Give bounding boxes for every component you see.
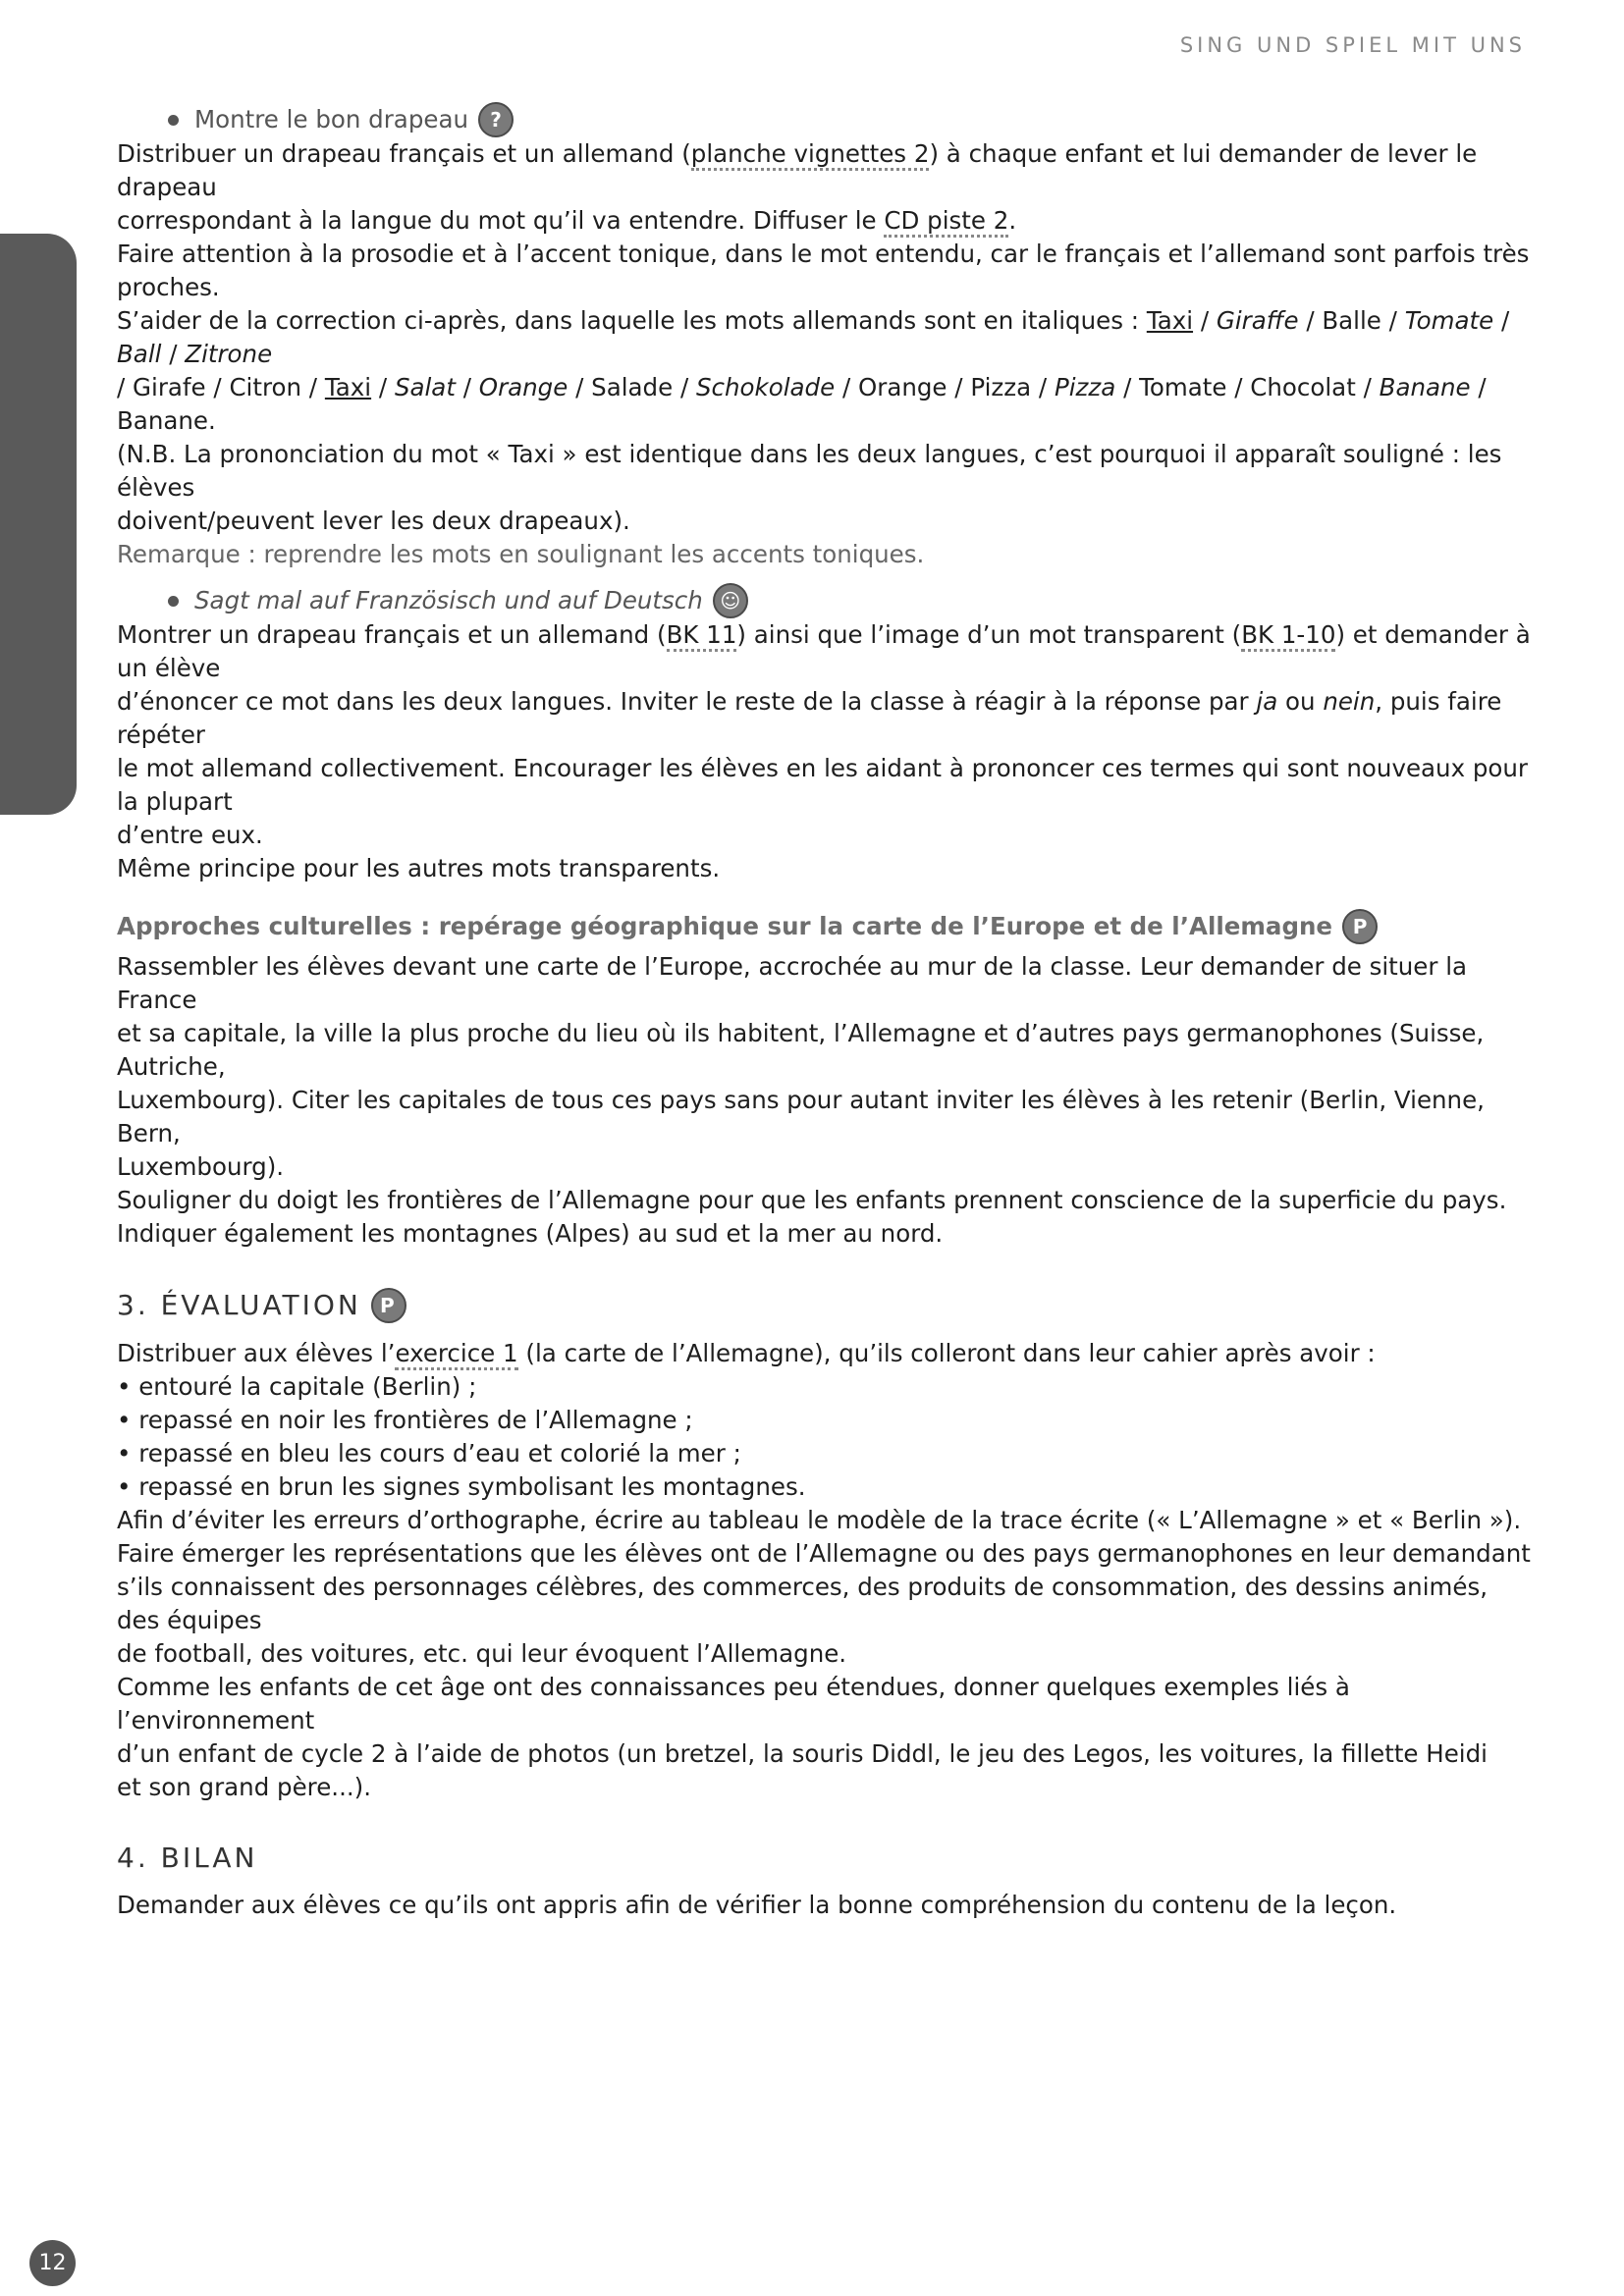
block1-p2: Faire attention à la prosodie et à l’accent tonique, dans le mot entendu, car le français et l’allemand sont parfois très proches. — [117, 240, 1530, 301]
section3-p1 — [117, 1337, 1531, 1370]
text: . — [1008, 206, 1017, 235]
block1-p1-cont — [117, 204, 1531, 238]
page-content — [117, 106, 1531, 1922]
section4-title — [117, 1842, 1531, 1875]
running-header: SING UND SPIEL MIT UNS — [1179, 33, 1526, 57]
block3-heading — [117, 909, 1531, 944]
text: Distribuer aux élèves l’ — [117, 1339, 396, 1367]
word: / — [161, 340, 186, 368]
word-de: Pizza — [1054, 373, 1116, 401]
word: / — [1493, 306, 1510, 335]
block3-line: et sa capitale, la ville la plus proche du lieu où ils habitent, l’Allemagne et d’autres pays germanophones (Suisse, Autriche, — [117, 1019, 1485, 1081]
list-item: • repassé en bleu les cours d’eau et colorié la mer ; — [117, 1439, 741, 1468]
text: S’aider de la correction ci-après, dans laquelle les mots allemands sont en italiques : — [117, 306, 1147, 335]
text: Montrer un drapeau français et un allemand ( — [117, 620, 667, 649]
block2-p1 — [117, 618, 1531, 685]
text: ) et demander à un élève — [117, 620, 1531, 682]
speech-icon: ☺ — [713, 583, 748, 618]
text: , puis faire répéter — [117, 687, 1502, 749]
text: correspondant à la langue du mot qu’il va entendre. Diffuser le — [117, 206, 885, 235]
word: / Girafe / Citron / — [117, 373, 325, 401]
word: Taxi — [324, 373, 372, 401]
block2-heading-text: Sagt mal auf Französisch und auf Deutsch — [194, 586, 703, 614]
text: (la carte de l’Allemagne), qu’ils colleront dans leur cahier après avoir : — [517, 1339, 1376, 1367]
block1-heading-text: Montre le bon drapeau — [194, 105, 468, 133]
text: ) à chaque enfant et lui demander de lever le drapeau — [117, 139, 1478, 201]
section3-title-text: 3. ÉVALUATION — [117, 1289, 361, 1321]
ref-exercice: exercice 1 — [395, 1339, 517, 1370]
section3-line: s’ils connaissent des personnages célèbres, des commerces, des produits de consommation, des dessins animés, des équipes — [117, 1573, 1488, 1634]
block1-p4: (N.B. La prononciation du mot « Taxi » est identique dans les deux langues, c’est pourquoi il apparaît souligné : les élèves — [117, 440, 1502, 502]
block2-p3: le mot allemand collectivement. Encourager les élèves en les aidant à prononcer ces termes qui sont nouveaux pour la plupart — [117, 754, 1528, 816]
ref-bk11: BK 11 — [667, 620, 737, 652]
block1-p3 — [117, 304, 1531, 371]
question-icon: ? — [478, 102, 514, 137]
block2-p4: Même principe pour les autres mots transparents. — [117, 854, 721, 882]
word-de: Giraffe — [1216, 306, 1299, 335]
word-de: Banane — [1379, 373, 1471, 401]
block2-p2 — [117, 685, 1531, 752]
word-de: Zitrone — [185, 340, 273, 368]
ref-bk1-10: BK 1-10 — [1241, 620, 1335, 652]
block3-line: Indiquer également les montagnes (Alpes) au sud et la mer au nord. — [117, 1219, 944, 1248]
section3-line: et son grand père...). — [117, 1773, 371, 1801]
p-icon: P — [1342, 909, 1378, 944]
text: d’énoncer ce mot dans les deux langues. Inviter le reste de la classe à réagir à la réponse par — [117, 687, 1257, 716]
word: / Salade / — [568, 373, 696, 401]
section3-line: Faire émerger les représentations que les élèves ont de l’Allemagne ou des pays germanophones en leur demandant — [117, 1539, 1531, 1568]
block2-p3b: d’entre eux. — [117, 821, 263, 849]
word: / Balle / — [1298, 306, 1405, 335]
word: Taxi — [1146, 306, 1194, 335]
word-ja: ja — [1256, 687, 1278, 716]
block1-heading — [117, 102, 1531, 137]
section4-p1: Demander aux élèves ce qu’ils ont appris afin de vérifier la bonne compréhension du contenu de la leçon. — [117, 1891, 1397, 1919]
block1-p3-line2 — [117, 371, 1531, 438]
word: / — [1193, 306, 1217, 335]
section3-line: Afin d’éviter les erreurs d’orthographe, écrire au tableau le modèle de la trace écrite (« L’Allemagne » et « Berlin »). — [117, 1506, 1522, 1534]
block3-line: Luxembourg). — [117, 1152, 285, 1181]
block1-p1 — [117, 137, 1531, 204]
list-item: • repassé en brun les signes symbolisant les montagnes. — [117, 1472, 806, 1501]
bullet-dot — [168, 115, 179, 126]
block3-line: Rassembler les élèves devant une carte de l’Europe, accrochée au mur de la classe. Leur demander de situer la France — [117, 952, 1468, 1014]
section3-line: Comme les enfants de cet âge ont des connaissances peu étendues, donner quelques exemples liés à l’environnement — [117, 1673, 1350, 1735]
side-tab — [0, 234, 77, 815]
block3-heading-text: Approches culturelles : repérage géographique sur la carte de l’Europe et de l’Allemagne — [117, 912, 1333, 940]
block1-remark: Remarque : reprendre les mots en soulignant les accents toniques. — [117, 540, 925, 568]
section4-title-text: 4. BILAN — [117, 1842, 258, 1874]
block3-line: Luxembourg). Citer les capitales de tous ces pays sans pour autant inviter les élèves à les retenir (Berlin, Vienne, Bern, — [117, 1086, 1485, 1148]
word: / — [371, 373, 395, 401]
text: ou — [1277, 687, 1324, 716]
section3-line: de football, des voitures, etc. qui leur évoquent l’Allemagne. — [117, 1639, 847, 1668]
p-icon: P — [371, 1288, 406, 1323]
block3-line: Souligner du doigt les frontières de l’Allemagne pour que les enfants prennent conscience de la superficie du pays. — [117, 1186, 1507, 1214]
word: / Banane. — [117, 373, 1487, 435]
word-de: Ball — [117, 340, 162, 368]
word-de: Salat — [394, 373, 456, 401]
text: ) ainsi que l’image d’un mot transparent ( — [736, 620, 1242, 649]
page-number: 12 — [29, 2240, 76, 2286]
block2-heading — [117, 583, 1531, 618]
ref-cd-piste: CD piste 2 — [884, 206, 1008, 238]
list-item: • repassé en noir les frontières de l’Allemagne ; — [117, 1406, 693, 1434]
word-de: Tomate — [1404, 306, 1494, 335]
block1-p4b: doivent/peuvent lever les deux drapeaux). — [117, 507, 630, 535]
section3-title — [117, 1288, 1531, 1323]
text: Distribuer un drapeau français et un allemand ( — [117, 139, 691, 168]
word: / Tomate / Chocolat / — [1115, 373, 1380, 401]
list-item: • entouré la capitale (Berlin) ; — [117, 1372, 477, 1401]
word: / Orange / Pizza / — [835, 373, 1055, 401]
word-de: Schokolade — [695, 373, 836, 401]
word: / — [455, 373, 479, 401]
section3-line: d’un enfant de cycle 2 à l’aide de photos (un bretzel, la souris Diddl, le jeu des Legos, les voitures, la fillette Heidi — [117, 1739, 1488, 1768]
bullet-dot — [168, 596, 179, 607]
ref-planche-vignettes: planche vignettes 2 — [691, 139, 930, 171]
word-de: Orange — [478, 373, 568, 401]
word-nein: nein — [1323, 687, 1376, 716]
